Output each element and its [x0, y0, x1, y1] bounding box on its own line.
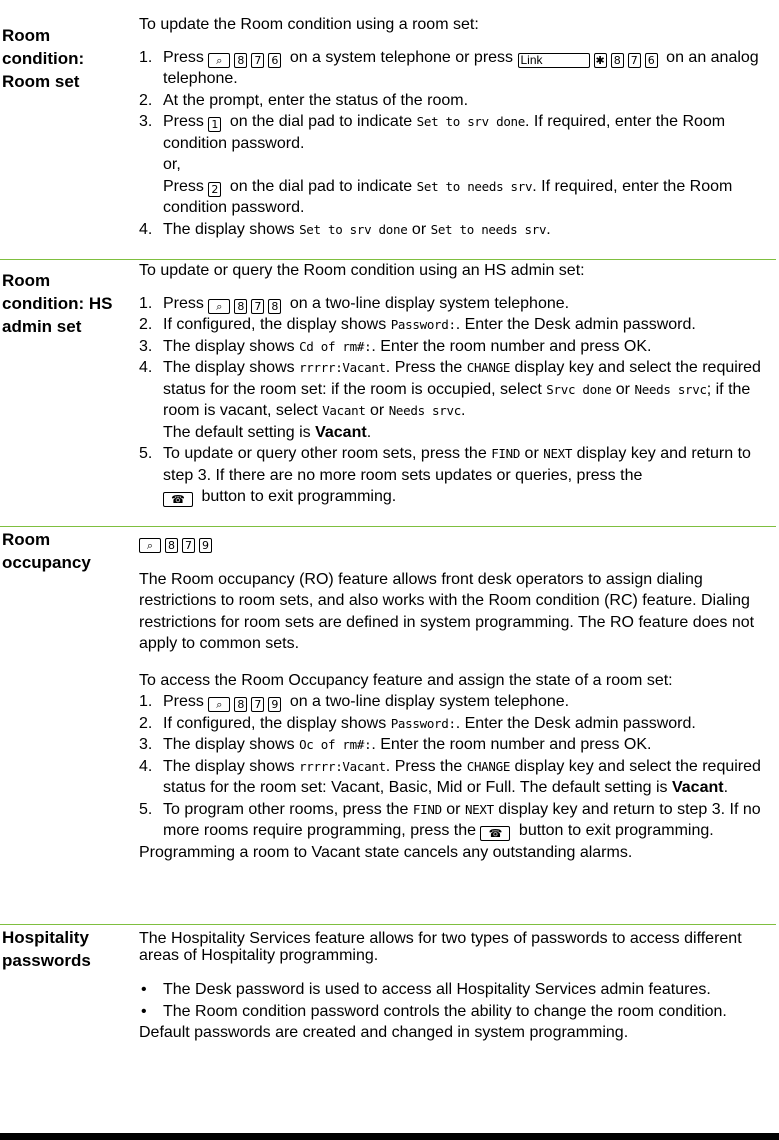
- desc-room-set: [139, 14, 775, 240]
- feature-key-icon: ⌕: [139, 538, 161, 553]
- bullet-room-condition-password: • The Room condition password controls the ability to change the room condition.: [141, 1002, 727, 1020]
- digit-key: 9: [199, 538, 212, 553]
- bullet-desk-password: • The Desk password is used to access all Hospitality Services admin features.: [141, 981, 711, 998]
- step-4: 4. The display shows rrrrr:Vacant. Press the CHANGE display key and select the required status for the room set: if the room is occupied, select Srvc done or Needs srvc; if the room is vacant, select Vacant or Needs srvc. The default setting is Vacant.: [139, 359, 761, 441]
- occupancy-description: The Room occupancy (RO) feature allows front desk operators to assign dialing restrictions to room sets, and also works with the Room condition (RC) feature. Dialing restrictions for room sets are defined in system programming. The RO feature does not apply to common sets.: [139, 570, 755, 652]
- link-key: Link: [518, 53, 590, 68]
- step-3: 3. Press 1 on the dial pad to indicate Set to srv done. If required, enter the Room condition password. or, Press 2 on the dial pad to indicate Set to needs srv. If required, enter the Room condition password.: [139, 113, 733, 216]
- desc-passwords: [139, 930, 775, 1044]
- digit-key: 7: [628, 53, 641, 68]
- passwords-note: Default passwords are created and changed in system programming.: [139, 1024, 629, 1041]
- digit-key: 6: [268, 53, 281, 68]
- digit-key: 7: [251, 53, 264, 68]
- digit-key: 8: [611, 53, 624, 68]
- digit-key: 9: [268, 697, 281, 712]
- step-2: 2. If configured, the display shows Password:. Enter the Desk admin password.: [139, 316, 696, 333]
- step-1: 1. Press ⌕ 8 7 8 on a two-line display system telephone.: [139, 294, 570, 313]
- step-4: 4. The display shows Set to srv done or Set to needs srv.: [139, 220, 551, 238]
- step-5: 5. To program other rooms, press the FIND or NEXT display key and return to step 3. If no more rooms require programming, press the ☎ button to exit programming.: [139, 800, 761, 840]
- term-occupancy: Room occupancy: [2, 530, 91, 572]
- step-4: 4. The display shows rrrrr:Vacant. Press the CHANGE display key and select the required status for the room set: Vacant, Basic, Mid or Full. The default setting is Vacant.: [139, 757, 761, 796]
- term-passwords: Hospitality passwords: [2, 928, 91, 970]
- digit-key: 7: [251, 299, 264, 314]
- step-1: 1. Press ⌕ 8 7 9 on a two-line display system telephone.: [139, 693, 570, 711]
- digit-key: 8: [234, 53, 247, 68]
- steps-room-set: [139, 47, 775, 241]
- intro-passwords: The Hospitality Services feature allows for two types of passwords to access different areas of Hospitality programming.: [139, 930, 742, 964]
- occupancy-note: Programming a room to Vacant state cancels any outstanding alarms.: [139, 843, 633, 861]
- digit-key: 6: [645, 53, 658, 68]
- star-key: ✱: [595, 53, 605, 67]
- digit-key: 1: [208, 117, 221, 132]
- intro-hs-admin: To update or query the Room condition using an HS admin set:: [139, 262, 585, 279]
- password-bullets: [139, 979, 775, 1022]
- digit-key: 8: [234, 697, 247, 712]
- digit-key: 8: [268, 299, 281, 314]
- term-hs-admin: Room condition: HS admin set: [2, 271, 113, 336]
- divider: [0, 924, 776, 925]
- intro-room-set: To update the Room condition using a room set:: [139, 16, 479, 33]
- divider: [0, 526, 776, 527]
- step-3: 3. The display shows Oc of rm#:. Enter the room number and press OK.: [139, 736, 652, 753]
- feature-key-icon: ⌕: [208, 299, 230, 314]
- step-2: 2. If configured, the display shows Password:. Enter the Desk admin password.: [139, 714, 696, 732]
- step-2: 2. At the prompt, enter the status of the room.: [139, 91, 469, 109]
- step-5: 5. To update or query other room sets, press the FIND or NEXT display key and return to step 3. If there are no more room sets updates or queries, press the ☎ button to exit programming.: [139, 445, 751, 506]
- digit-key: 8: [165, 538, 178, 553]
- desc-hs-admin: [139, 260, 775, 508]
- step-1: 1. Press ⌕ 8 7 6 on a system telephone or press Link ✱ 8 7 6 on an analog telephone.: [139, 48, 759, 87]
- release-key-icon: ☎: [163, 492, 193, 507]
- digit-key: 7: [182, 538, 195, 553]
- digit-key: 2: [208, 182, 221, 197]
- digit-key: 8: [234, 299, 247, 314]
- term-room-set: Room condition: Room set: [2, 26, 85, 91]
- desc-occupancy: [139, 532, 775, 863]
- feature-key-icon: ⌕: [208, 697, 230, 712]
- intro-occupancy: To access the Room Occupancy feature and assign the state of a room set:: [139, 671, 673, 689]
- footer-rule: [0, 1133, 779, 1140]
- step-3: 3. The display shows Cd of rm#:. Enter the room number and press OK.: [139, 337, 652, 355]
- digit-key: 7: [251, 697, 264, 712]
- steps-occupancy: [139, 691, 775, 842]
- release-key-icon: ☎: [480, 826, 510, 841]
- occupancy-code: [139, 532, 775, 554]
- feature-key-icon: ⌕: [208, 53, 230, 68]
- steps-hs-admin: [139, 293, 775, 508]
